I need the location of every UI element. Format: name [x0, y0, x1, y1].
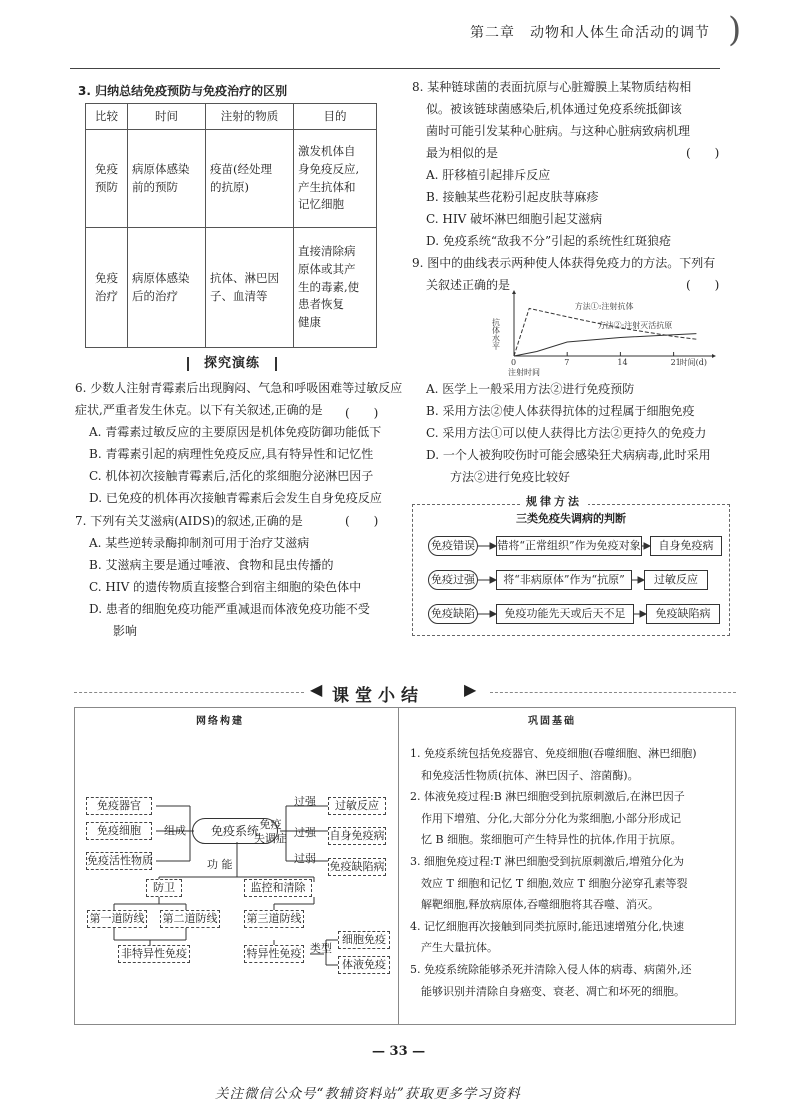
list-item: 和免疫活性物质(抗体、淋巴因子、溶菌酶)。: [410, 768, 639, 782]
section-title: 3. 归纳总结免疫预防与免疫治疗的区别: [78, 84, 288, 98]
row-purpose: 激发机体自 身免疫反应, 产生抗体和 记忆细胞: [294, 130, 377, 228]
series-line-2: [514, 334, 696, 356]
question-9-options: A. 医学上一般采用方法②进行免疫预防 B. 采用方法②使人体获得抗体的过程属于细胞免疫 C. 采用方法①可以使人获得比方法②更持久的免疫力 D. 一个人被狗咬伤时可能会感染狂犬病病毒,此时采用 方法②进行免疫比较好: [426, 382, 711, 484]
series-line-1: [514, 308, 696, 356]
disorder-box: 自身免疫病: [328, 827, 386, 845]
nonspecific-box: 非特异性免疫: [118, 945, 190, 963]
comparison-table: [85, 103, 377, 348]
rule-row-right: 自身免疫病: [650, 536, 722, 556]
question-7: 7. 下列有关艾滋病(AIDS)的叙述,正确的是 A. 某些逆转录酶抑制剂可用于治疗艾滋病 B. 艾滋病主要是通过唾液、食物和昆虫传播的 C. HIV 的遗传物质直接整合到宿主细胞的染色体中 D. 患者的细胞免疫功能严重减退而体液免疫功能不受 影响: [75, 514, 370, 638]
summary-title: 课堂小结: [332, 686, 424, 706]
rule-row-right: 过敏反应: [644, 570, 708, 590]
components-label: 组成: [164, 824, 186, 837]
list-item: 忆 B 细胞。浆细胞可产生特异性的抗体,作用于抗原。: [410, 833, 682, 847]
table-row: [86, 228, 377, 348]
arrow-right-icon: ▶: [464, 680, 477, 699]
list-item: 作用下增殖、分化,大部分分化为浆细胞,小部分形成记: [410, 811, 681, 825]
x-tick-label: 21: [670, 358, 681, 367]
list-item: 5. 免疫系统除能够杀死并清除入侵人体的病毒、病菌外,还: [410, 962, 692, 976]
answer-bracket: ( ): [345, 406, 379, 420]
antibody-chart: [476, 292, 736, 377]
component-box: 免疫器官: [86, 797, 152, 815]
answer-bracket: ( ): [686, 278, 720, 292]
defense-line-box: 第一道防线: [87, 910, 147, 928]
table-header: 时间: [128, 104, 206, 130]
rule-row-right: 免疫缺陷病: [646, 604, 720, 624]
left-tag: 网络构建: [196, 716, 244, 727]
disorder-box: 免疫缺陷病: [328, 858, 386, 876]
specific-box: 特异性免疫: [244, 945, 304, 963]
series-label: 方法②:注射灭活抗原: [597, 321, 673, 330]
rule-row-mid: 错将“正常组织”作为免疫对象: [496, 536, 642, 556]
chapter-title: 第二章 动物和人体生命活动的调节: [470, 25, 710, 41]
function-box: 监控和清除: [244, 879, 312, 897]
row-name: 免疫 预防: [86, 130, 128, 228]
component-box: 免疫活性物质: [86, 852, 152, 870]
x-axis-arrow: [712, 354, 716, 358]
list-item: 产生大量抗体。: [410, 941, 498, 955]
defense-line-box: 第三道防线: [244, 910, 304, 928]
table-header: 注射的物质: [206, 104, 294, 130]
rule-title: 三类免疫失调病的判断: [516, 512, 626, 525]
table-header: 比较: [86, 104, 128, 130]
row-name: 免疫 治疗: [86, 228, 128, 348]
footer-note: 关注微信公众号“教辅资料站”获取更多学习资料: [215, 1086, 521, 1102]
link-label: 过强: [294, 795, 316, 808]
table-header: 目的: [294, 104, 377, 130]
rule-row-left: 免疫错误: [428, 536, 478, 556]
x-origin-label: 注射时间: [508, 368, 540, 377]
type-box: 体液免疫: [338, 956, 390, 974]
x-tick-label: 7: [564, 358, 570, 367]
function-label: 功 能: [207, 858, 233, 871]
rule-row-mid: 将“非病原体”作为“抗原”: [496, 570, 632, 590]
rule-row-left: 免疫过强: [428, 570, 478, 590]
answer-bracket: ( ): [345, 514, 379, 528]
decorative-bracket: ): [728, 10, 742, 50]
link-label: 过强: [294, 826, 316, 839]
header-rule: [70, 68, 720, 69]
series-label: 方法①:注射抗体: [574, 301, 634, 311]
type-box: 细胞免疫: [338, 931, 390, 949]
question-8: 8. 某种链球菌的表面抗原与心脏瓣膜上某物质结构相 似。被该链球菌感染后,机体通过免疫系统抵御该 菌时可能引发某种心脏病。与这种心脏病致病机理 最为相似的是 A. 肝移植引起排斥反应 B. 接触某些花粉引起皮肤荨麻疹 C. HIV 破坏淋巴细胞引起艾滋病 D. 免疫系统“敌我不分”引起的系统性红斑狼疮: [412, 80, 692, 248]
rule-tag: 规律方法: [520, 493, 588, 509]
list-item: 解靶细胞,释放病原体,吞噬细胞将其吞噬、消灭。: [410, 898, 659, 912]
row-substance: 疫苗(经处理 的抗原): [206, 130, 294, 228]
y-axis-label: 抗体水平: [491, 318, 501, 350]
x-axis-label: 时间(d): [679, 358, 707, 367]
page-number: — 33 —: [372, 1044, 426, 1059]
practice-label: 探究演练: [187, 357, 277, 371]
component-box: 免疫细胞: [86, 822, 152, 840]
rule-row-mid: 免疫功能先天或后天不足: [496, 604, 634, 624]
summary-divider: [398, 707, 399, 1025]
answer-bracket: ( ): [686, 146, 720, 160]
table-row: [86, 130, 377, 228]
arrow-left-icon: ◀: [310, 680, 323, 699]
question-6: 6. 少数人注射青霉素后出现胸闷、气急和呼吸困难等过敏反应 症状,严重者发生休克。以下有关叙述,正确的是 A. 青霉素过敏反应的主要原因是机体免疫防御功能低下 B. 青霉素引起的病理性免疫反应,具有特异性和记忆性 C. 机体初次接触青霉素后,活化的浆细胞分泌淋巴因子 D. 已免疫的机体再次接触青霉素后会发生自身免疫反应: [75, 381, 403, 505]
function-box: 防卫: [146, 879, 182, 897]
row-purpose: 直接清除病 原体或其产 生的毒素,使 患者恢复 健康: [294, 228, 377, 348]
list-item: 能够识别并清除自身癌变、衰老、凋亡和坏死的细胞。: [410, 984, 685, 998]
divider: [490, 692, 736, 693]
list-item: 1. 免疫系统包括免疫器官、免疫细胞(吞噬细胞、淋巴细胞): [410, 747, 697, 760]
disorder-box: 过敏反应: [328, 797, 386, 815]
row-time: 病原体感染 后的治疗: [128, 228, 206, 348]
consolidation-list: [410, 743, 730, 1002]
question-9: 9. 图中的曲线表示两种使人体获得免疫力的方法。下列有 关叙述正确的是: [412, 256, 716, 292]
list-item: 效应 T 细胞和记忆 T 细胞,效应 T 细胞分泌穿孔素等裂: [410, 876, 688, 890]
list-item: 3. 细胞免疫过程:T 淋巴细胞受到抗原刺激后,增殖分化为: [410, 854, 685, 868]
x-tick-label: 0: [511, 358, 517, 367]
link-label: 过弱: [294, 852, 316, 865]
center-node: 免疫系统: [192, 818, 278, 844]
divider: [74, 692, 304, 693]
row-time: 病原体感染 前的预防: [128, 130, 206, 228]
list-item: 4. 记忆细胞再次接触到同类抗原时,能迅速增殖分化,快速: [410, 919, 684, 933]
disorder-label: 免疫 失调症: [254, 818, 287, 845]
type-label: 类型: [310, 942, 332, 955]
row-substance: 抗体、淋巴因 子、血清等: [206, 228, 294, 348]
list-item: 2. 体液免疫过程:B 淋巴细胞受到抗原刺激后,在淋巴因子: [410, 790, 685, 804]
right-tag: 巩固基础: [528, 716, 576, 727]
rule-row-left: 免疫缺陷: [428, 604, 478, 624]
defense-line-box: 第二道防线: [160, 910, 220, 928]
x-tick-label: 14: [617, 358, 628, 367]
